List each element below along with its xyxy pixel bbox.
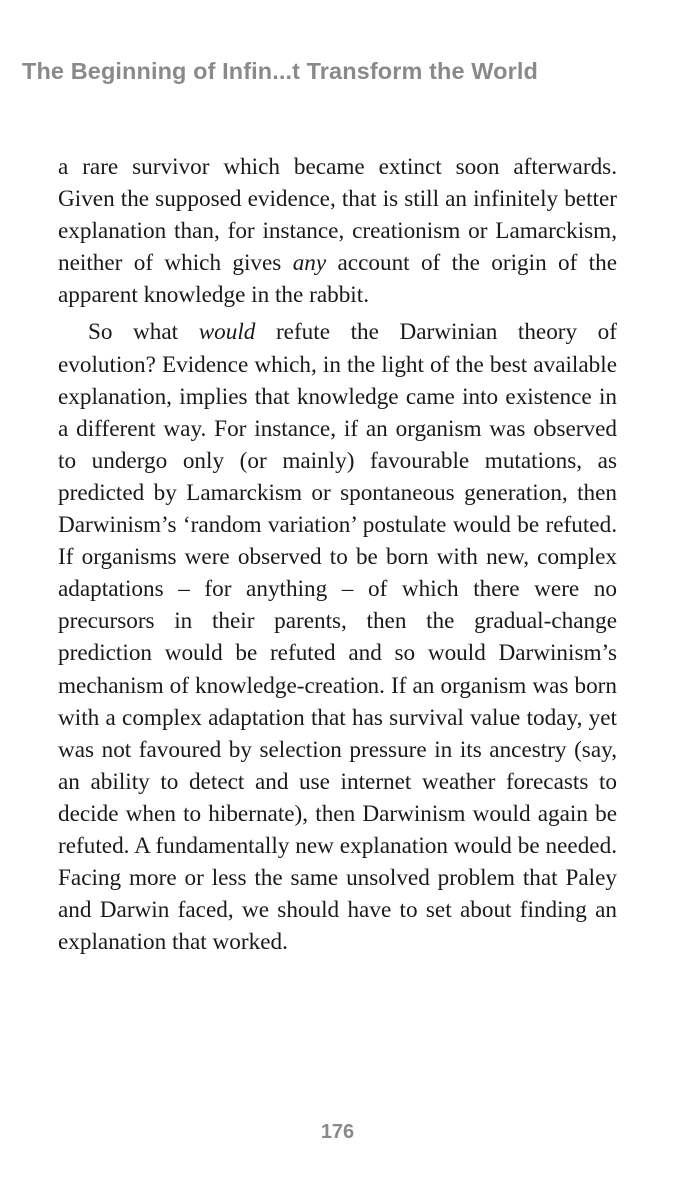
page-number: 176 xyxy=(320,1121,355,1143)
paragraph-1-text-b: account of the origin of the apparent knowledge in the rabbit. xyxy=(58,250,617,309)
paragraph-2-emphasis: would xyxy=(198,319,256,346)
paragraph-2-text-a: So what xyxy=(88,319,199,346)
paragraph-2 xyxy=(58,316,617,958)
paragraph-1 xyxy=(58,151,617,311)
paragraph-2-text-b: refute the Darwinian theory of evolution? Evidence which, in the light of the best available explanation, implies that knowledge came into existence in a different way. For instance, if an organism was observed to undergo only (or mainly) favourable mutations, as predicted by Lamarckism or spontaneous generation, then Darwinism’s ‘random variation’ postulate would be refuted. If organisms were observed to be born with new, complex adaptations – for anything – of which there were no precursors in their parents, then the gradual-change prediction would be refuted and so would Darwinism’s mechanism of knowledge-creation. If an organism was born with a complex adaptation that has survival value today, yet was not favoured by selection pressure in its ancestry (say, an ability to detect and use internet weather forecasts to decide when to hibernate), then Darwinism would again be refuted. A fundamentally new explanation would be needed. Facing more or less the same unsolved problem that Paley and Darwin faced, we should have to set about finding an explanation that worked. xyxy=(58,319,618,956)
paragraph-1-emphasis: any xyxy=(292,250,327,277)
paragraph-1-text-a: a rare survivor which became extinct soon afterwards. Given the supposed evidence, that is still an infinitely better explanation than, for instance, creationism or Lamarckism, neither of which gives xyxy=(58,154,617,277)
book-title-header[interactable]: The Beginning of Infin...t Transform the World xyxy=(22,58,538,84)
reading-page-text xyxy=(58,151,617,958)
